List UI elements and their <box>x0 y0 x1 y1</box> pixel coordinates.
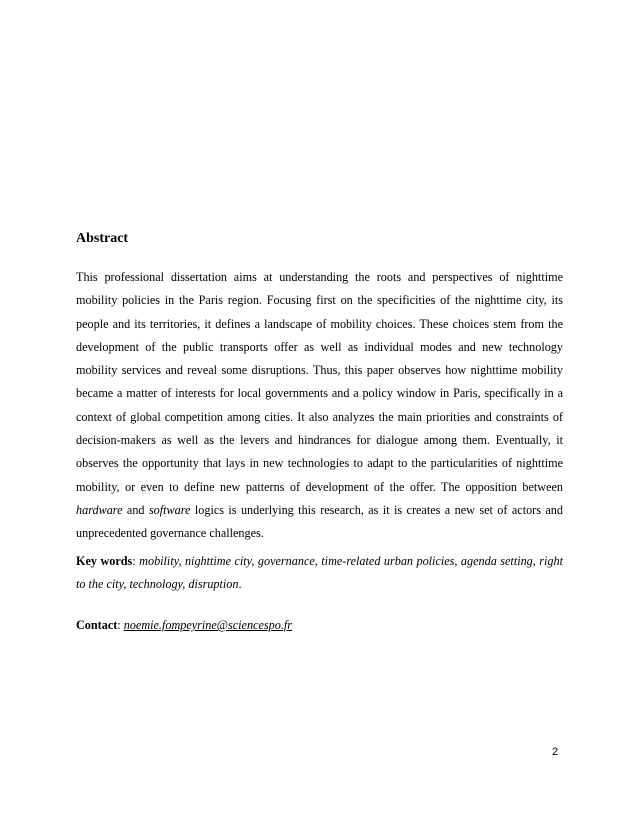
abstract-term-software: software <box>148 502 191 517</box>
abstract-text-part-1: This professional dissertation aims at understanding the roots and perspectives of nighttime mobility policies in the Paris region. Focusing first on the specificities of the nighttime city, its people and its territories, it defines a landscape of mobility choices. These choices stem from the development of the public transports offer as well as individual modes and new technology mobility services and reveal some disruptions. Thus, this paper observes how nighttime mobility became a matter of interests for local governments and a policy window in Paris, specifically in a context of global competition among cities. It also analyzes the main priorities and constraints of decision-makers as well as the levers and hindrances for dialogue among them. Eventually, it observes the opportunity that lays in new technologies to adapt to the particularities of nighttime mobility, or even to define new patterns of development of the offer. The opposition between <box>76 270 563 494</box>
page-number: 2 <box>552 746 559 758</box>
contact-label: Contact <box>76 618 118 632</box>
keywords-paragraph <box>76 550 563 597</box>
abstract-paragraph <box>76 266 563 546</box>
keywords-end: . <box>238 577 242 592</box>
keywords-value: mobility, nighttime city, governance, time-related urban policies, agenda setting, right to the city, technology, disruption <box>76 554 564 592</box>
keywords-label: Key words <box>76 554 133 568</box>
keywords-separator: : <box>132 554 140 568</box>
contact-separator: : <box>117 618 124 632</box>
abstract-heading: Abstract <box>76 231 129 246</box>
abstract-term-hardware: hardware <box>76 502 123 517</box>
abstract-text-part-3: logics is underlying this research, as it is creates a new set of actors and unprecedented governance challenges. <box>76 502 563 541</box>
contact-email-link[interactable]: noemie.fompeyrine@sciencespo.fr <box>123 618 292 632</box>
contact-paragraph <box>76 614 292 637</box>
abstract-text-part-2: and <box>122 502 149 517</box>
